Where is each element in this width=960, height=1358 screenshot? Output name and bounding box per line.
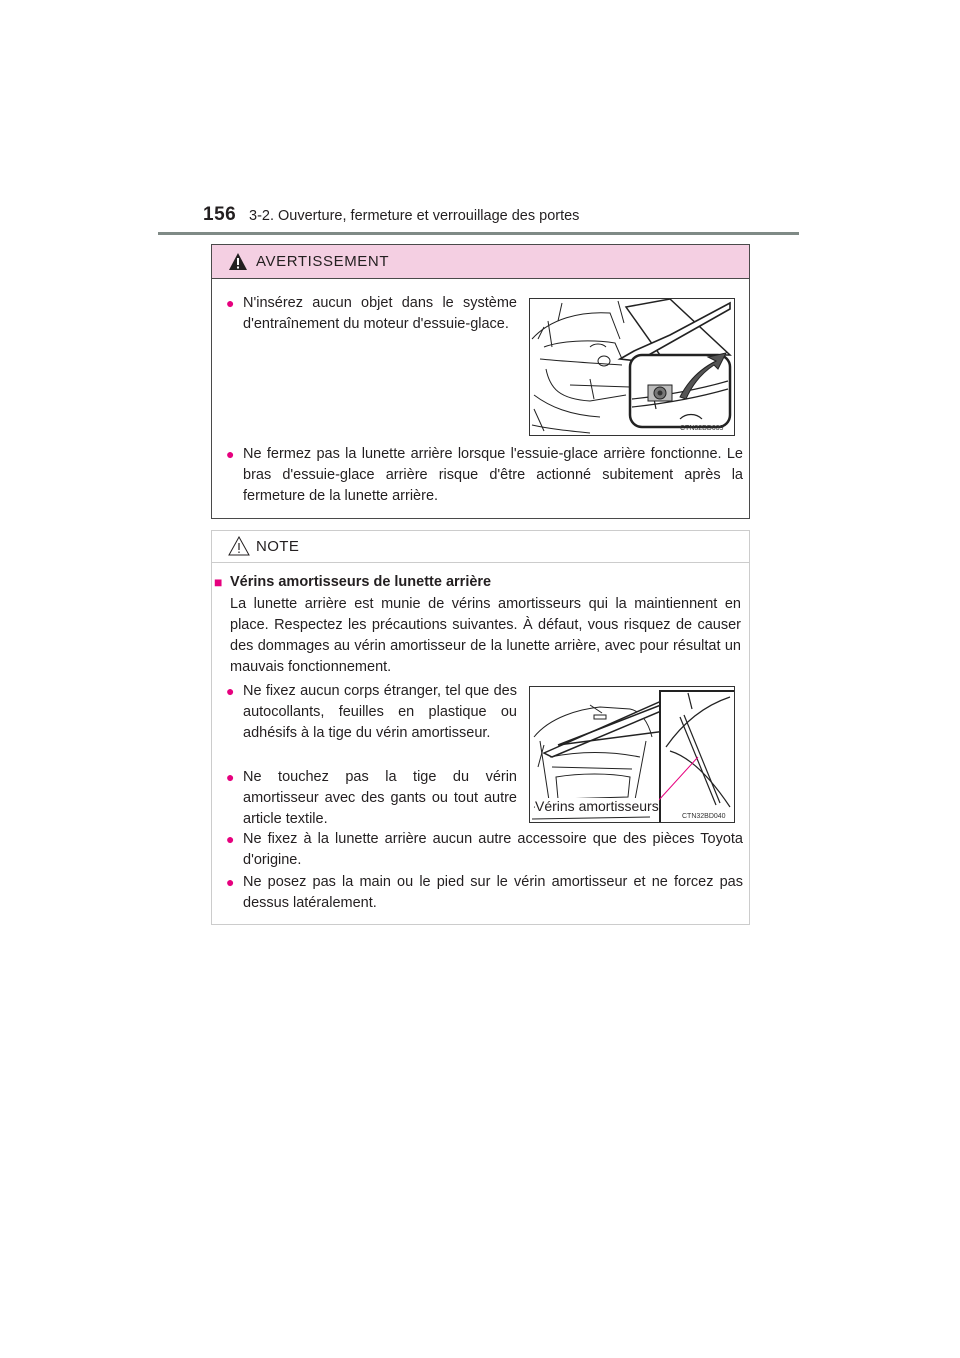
note-box [211, 530, 750, 925]
note-bullet-4: Ne posez pas la main ou le pied sur le vérin amortisseur et ne forcez pas dessus latéralement. [243, 874, 743, 911]
note-header [212, 531, 749, 563]
figure-code: CTN32BD039 [680, 425, 724, 432]
damper-figure [529, 686, 735, 823]
section-title: 3-2. Ouverture, fermeture et verrouillage des portes [249, 208, 580, 224]
bullet-icon: ● [226, 683, 235, 699]
warning-box [211, 244, 750, 519]
warning-title: AVERTISSEMENT [256, 253, 390, 270]
damper-figure-label: Vérins amortisseurs [535, 798, 659, 814]
page-header [0, 0, 960, 240]
bullet-icon: ● [226, 769, 235, 785]
note-bullet-2: Ne touchez pas la tige du vérin amortisseur avec des gants ou tout autre article textile. [243, 769, 517, 827]
page-number: 156 [203, 204, 237, 225]
warning-header [212, 245, 749, 279]
figure-code: CTN32BD040 [682, 813, 726, 820]
note-bullet-3: Ne fixez à la lunette arrière aucun autre accessoire que des pièces Toyota d'origine. [243, 831, 743, 868]
warning-bullet-1: N'insérez aucun objet dans le système d'entraînement du moteur d'essuie-glace. [243, 295, 517, 332]
note-intro: La lunette arrière est munie de vérins amortisseurs qui la maintiennent en place. Respectez les précautions suivantes. À défaut, vous risquez de causer des dommages au vérin amortisseur de la lunette arrière, avec pour résultat un mauvais fonctionnement. [230, 596, 741, 675]
note-subheading: Vérins amortisseurs de lunette arrière [230, 574, 492, 590]
note-title: NOTE [256, 538, 300, 555]
caution-triangle-icon [228, 536, 250, 556]
wiper-motor-figure [529, 298, 735, 436]
bullet-icon: ● [226, 446, 235, 462]
bullet-icon: ● [226, 295, 235, 311]
square-bullet-icon: ■ [214, 574, 223, 590]
header-rule [158, 232, 799, 235]
wiper-motor-illustration [530, 299, 735, 436]
bullet-icon: ● [226, 831, 235, 847]
warning-bullet-2: Ne fermez pas la lunette arrière lorsque l'essuie-glace arrière fonctionne. Le bras d'essuie-glace arrière risque d'être actionné subitement après la fermeture de la lunette arrière. [243, 446, 743, 504]
bullet-icon: ● [226, 874, 235, 890]
note-bullet-1: Ne fixez aucun corps étranger, tel que des autocollants, feuilles en plastique ou adhésifs à la tige du vérin amortisseur. [243, 683, 517, 741]
warning-triangle-icon [228, 252, 248, 271]
